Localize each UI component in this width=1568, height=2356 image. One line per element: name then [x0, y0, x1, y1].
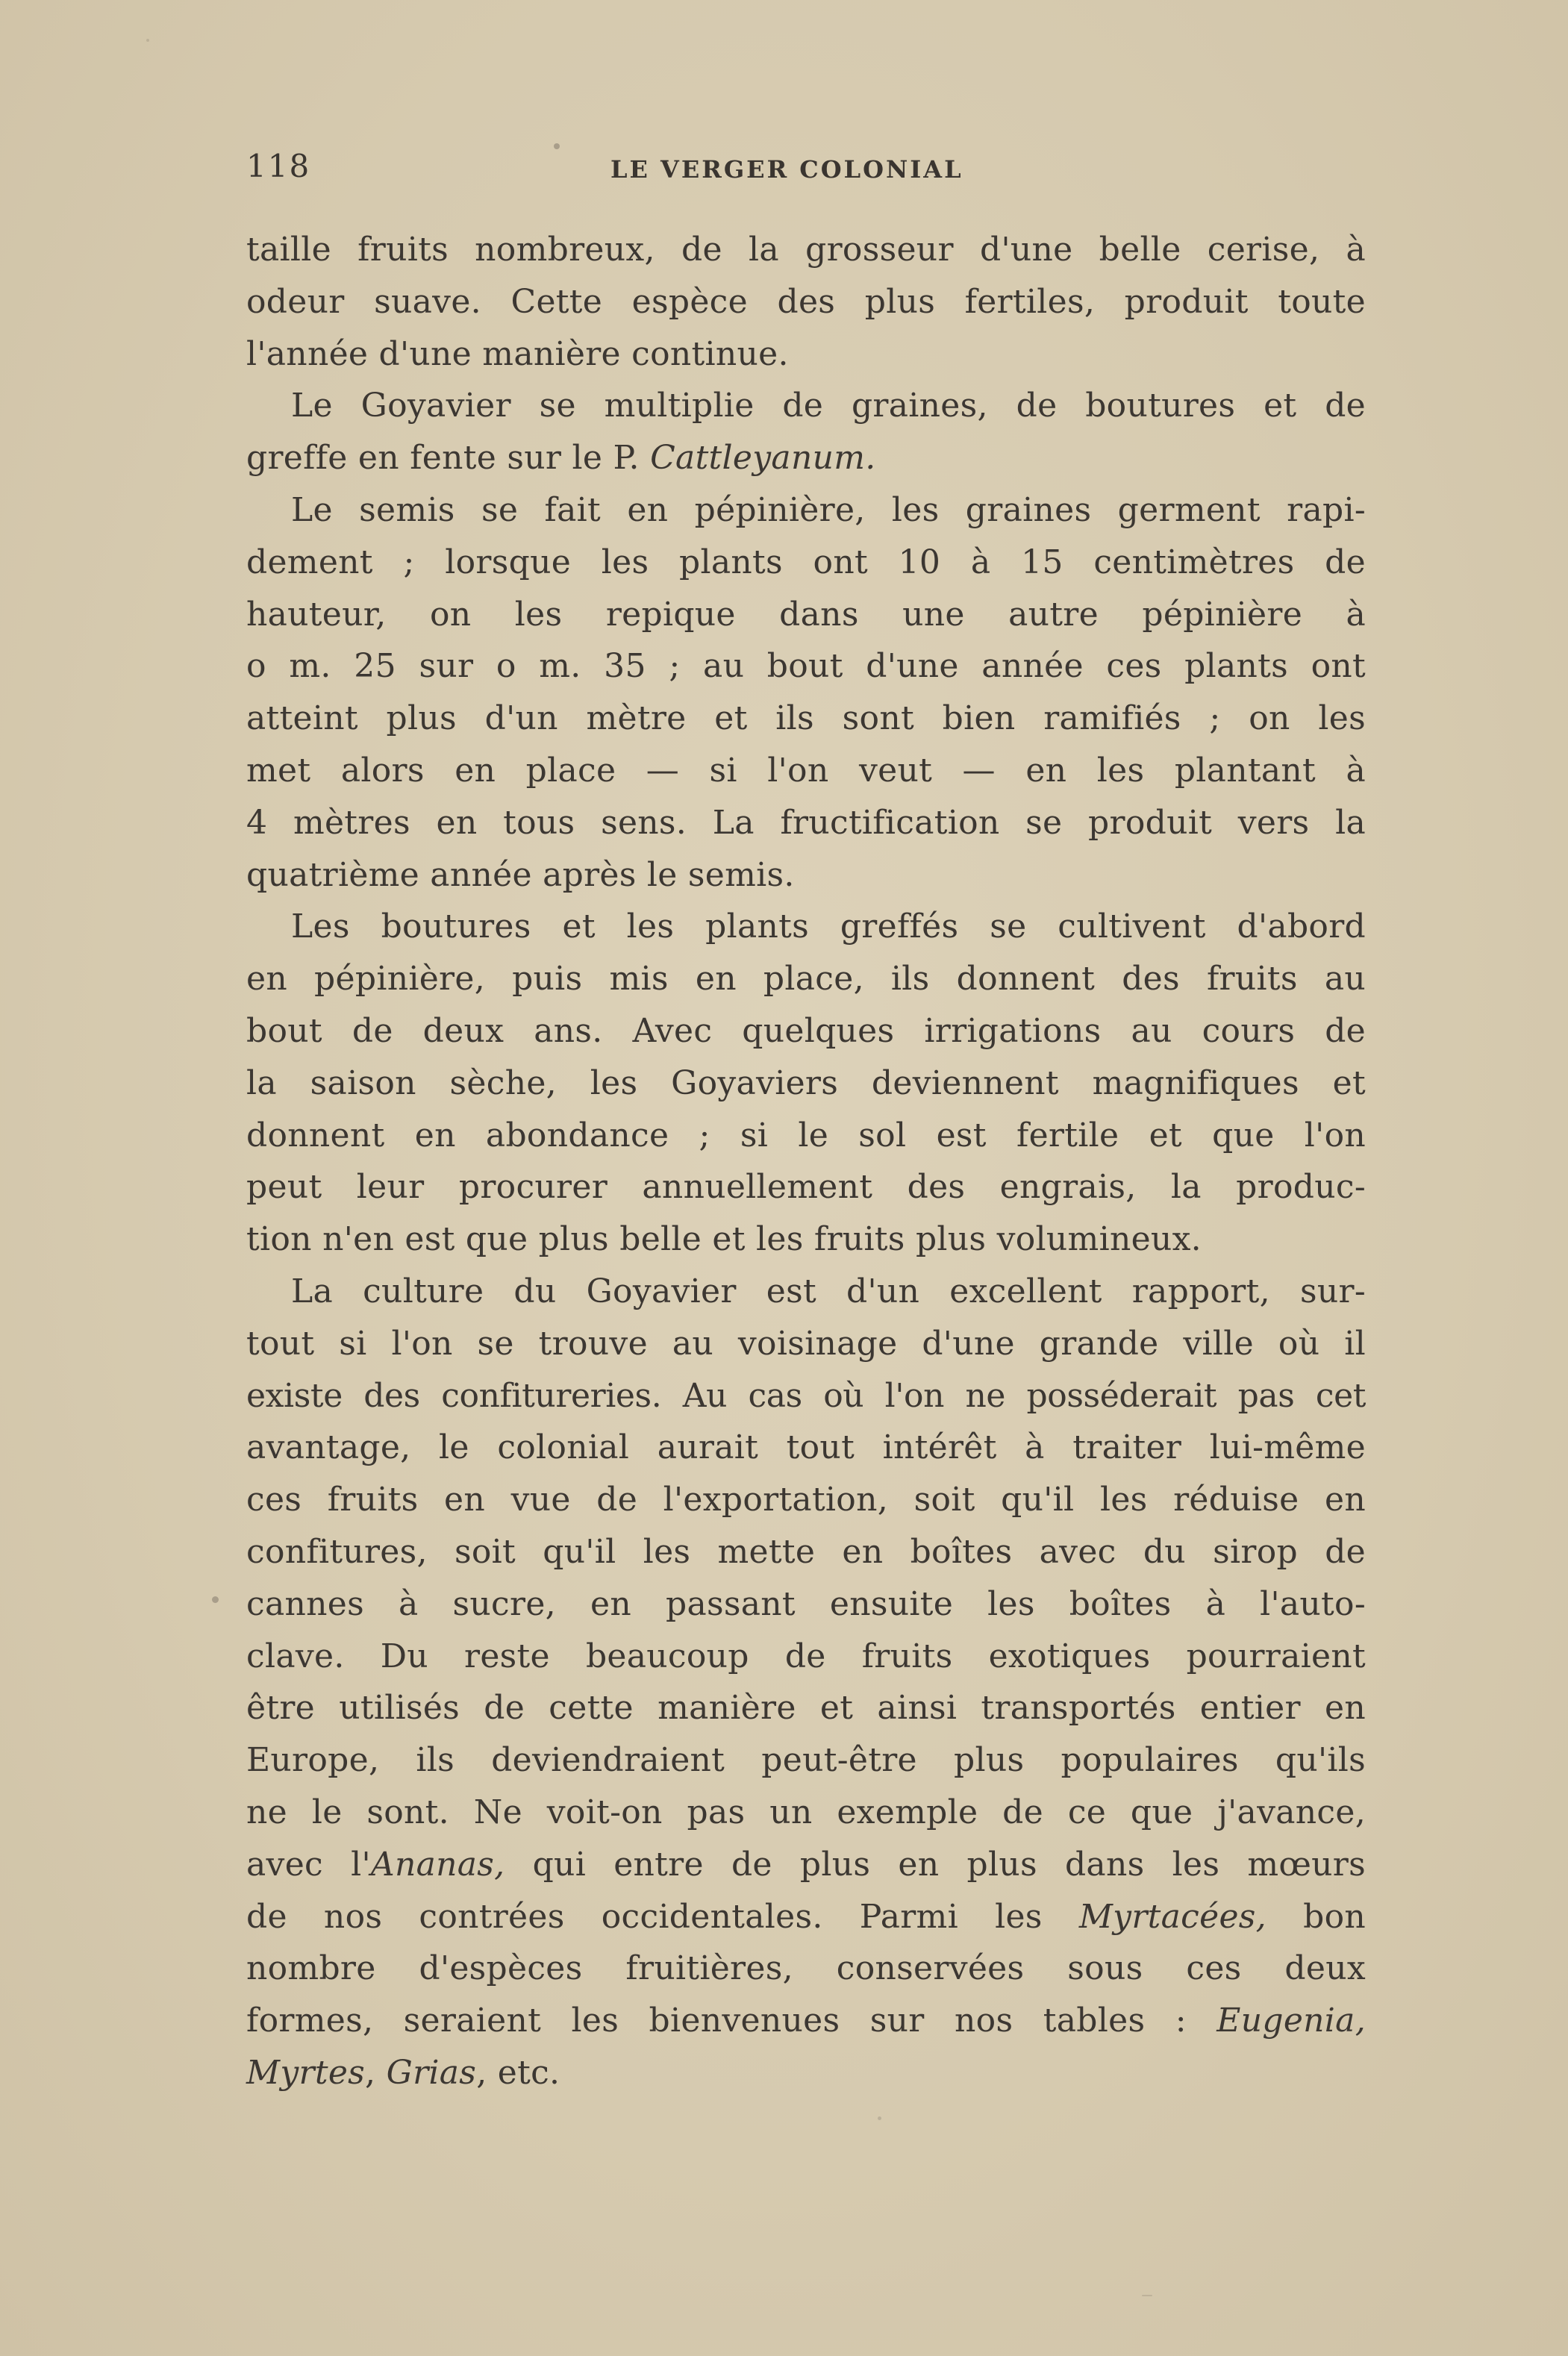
- print-speck: [554, 143, 560, 149]
- species-name: Cattleyanum.: [650, 439, 876, 478]
- text-line: tion n'en est que plus belle et les fruits plus volumineux.: [246, 1220, 1202, 1259]
- text-line: greffe en fente sur le P. Cattleyanum.: [246, 439, 876, 478]
- text-line: tout si l'on se trouve au voisinage d'une grande ville où il: [246, 1324, 1366, 1363]
- text-line: nombre d'espèces fruitières, conservées sous ces deux: [246, 1949, 1366, 1988]
- text-line: clave. Du reste beaucoup de fruits exotiques pourraient: [246, 1637, 1366, 1675]
- paragraph-start-line: Les boutures et les plants greffés se cultivent d'abord: [291, 907, 1366, 946]
- page-number: 118: [246, 148, 311, 184]
- text-line: confitures, soit qu'il les mette en boîtes avec du sirop de: [246, 1532, 1366, 1571]
- text-line: formes, seraient les bienvenues sur nos tables : Eugenia,: [246, 2002, 1366, 2040]
- text-line: Europe, ils deviendraient peut-être plus populaires qu'ils: [246, 1741, 1366, 1780]
- text-line: ces fruits en vue de l'exportation, soit qu'il les réduise en: [246, 1481, 1366, 1519]
- text-line: l'année d'une manière continue.: [246, 334, 789, 373]
- text-line: cannes à sucre, en passant ensuite les boîtes à l'auto-: [246, 1584, 1366, 1623]
- text-line: la saison sèche, les Goyaviers deviennent magnifiques et: [246, 1063, 1366, 1102]
- text-line: avec l'Ananas, qui entre de plus en plus dans les mœurs: [246, 1845, 1366, 1884]
- text-line: donnent en abondance ; si le sol est fertile et que l'on: [246, 1116, 1366, 1154]
- print-speck: [212, 1596, 219, 1603]
- body-text: [246, 224, 1366, 2099]
- text-line: atteint plus d'un mètre et ils sont bien ramifiés ; on les: [246, 699, 1366, 738]
- paragraph-start-line: Le Goyavier se multiplie de graines, de boutures et de: [291, 387, 1366, 425]
- family-name: Myrtacées,: [1078, 1897, 1266, 1936]
- genus-name: Myrtes: [246, 2053, 366, 2092]
- paragraph-start-line: Le semis se fait en pépinière, les graines germent rapi-: [291, 490, 1366, 529]
- text-line: dement ; lorsque les plants ont 10 à 15 centimètres de: [246, 543, 1366, 581]
- text-line: hauteur, on les repique dans une autre pépinière à: [246, 595, 1366, 634]
- text-line: ne le sont. Ne voit-on pas un exemple de ce que j'avance,: [246, 1793, 1366, 1831]
- text-line: en pépinière, puis mis en place, ils donnent des fruits au: [246, 960, 1366, 999]
- text-line: peut leur procurer annuellement des engrais, la produc-: [246, 1168, 1366, 1207]
- text-line: existe des confitureries. Au cas où l'on ne posséderait pas cet: [246, 1376, 1366, 1415]
- text-line: o m. 25 sur o m. 35 ; au bout d'une année ces plants ont: [246, 647, 1366, 686]
- text-line: taille fruits nombreux, de la grosseur d'une belle cerise, à: [246, 231, 1366, 269]
- text-line: quatrième année après le semis.: [246, 855, 795, 894]
- genus-name: Grias: [386, 2053, 477, 2092]
- text-line: être utilisés de cette manière et ainsi transportés entier en: [246, 1689, 1366, 1728]
- text-line: avantage, le colonial aurait tout intérêt à traiter lui-même: [246, 1428, 1366, 1467]
- print-speck: [146, 39, 149, 42]
- print-speck: [878, 2116, 881, 2120]
- genus-name: Eugenia,: [1216, 2002, 1366, 2040]
- paragraph-start-line: La culture du Goyavier est d'un excellent rapport, sur-: [291, 1272, 1366, 1310]
- text-line: bout de deux ans. Avec quelques irrigations au cours de: [246, 1011, 1366, 1050]
- page-header: [246, 148, 1366, 193]
- text-line: de nos contrées occidentales. Parmi les Myrtacées, bon: [246, 1897, 1366, 1936]
- print-speck: [1142, 2295, 1152, 2296]
- running-title: LE VERGER COLONIAL: [610, 155, 963, 184]
- text-line: 4 mètres en tous sens. La fructification se produit vers la: [246, 803, 1366, 842]
- text-line: odeur suave. Cette espèce des plus fertiles, produit toute: [246, 282, 1366, 321]
- text-line: met alors en place — si l'on veut — en les plantant à: [246, 751, 1366, 790]
- text-line: Myrtes, Grias, etc.: [246, 2053, 560, 2092]
- species-name: Ananas,: [370, 1845, 505, 1884]
